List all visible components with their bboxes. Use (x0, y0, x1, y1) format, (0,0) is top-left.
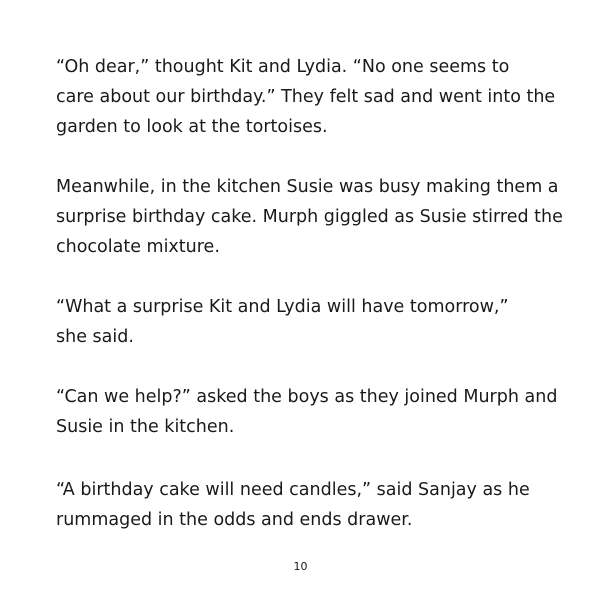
paragraph-4-line-1: “Can we help?” asked the boys as they joined Murph and (56, 387, 558, 407)
paragraph-1-line-1: “Oh dear,” thought Kit and Lydia. “No one seems to (56, 57, 510, 77)
paragraph-5-line-1: “A birthday cake will need candles,” said Sanjay as he (56, 480, 530, 500)
paragraph-4 (56, 382, 576, 442)
paragraph-5 (56, 475, 576, 535)
page-number: 10 (293, 560, 308, 573)
paragraph-2 (56, 172, 576, 262)
paragraph-5-line-2: rummaged in the odds and ends drawer. (56, 510, 413, 530)
paragraph-3-line-2: she said. (56, 327, 134, 347)
paragraph-1-line-2: care about our birthday.” They felt sad and went into the (56, 87, 556, 107)
paragraph-4-line-2: Susie in the kitchen. (56, 417, 235, 437)
paragraph-1 (56, 52, 576, 142)
paragraph-1-line-3: garden to look at the tortoises. (56, 117, 328, 137)
paragraph-2-line-2: surprise birthday cake. Murph giggled as Susie stirred the (56, 207, 563, 227)
paragraph-3-line-1: “What a surprise Kit and Lydia will have tomorrow,” (56, 297, 509, 317)
paragraph-2-line-3: chocolate mixture. (56, 237, 220, 257)
paragraph-3 (56, 292, 576, 352)
paragraph-2-line-1: Meanwhile, in the kitchen Susie was busy making them a (56, 177, 559, 197)
